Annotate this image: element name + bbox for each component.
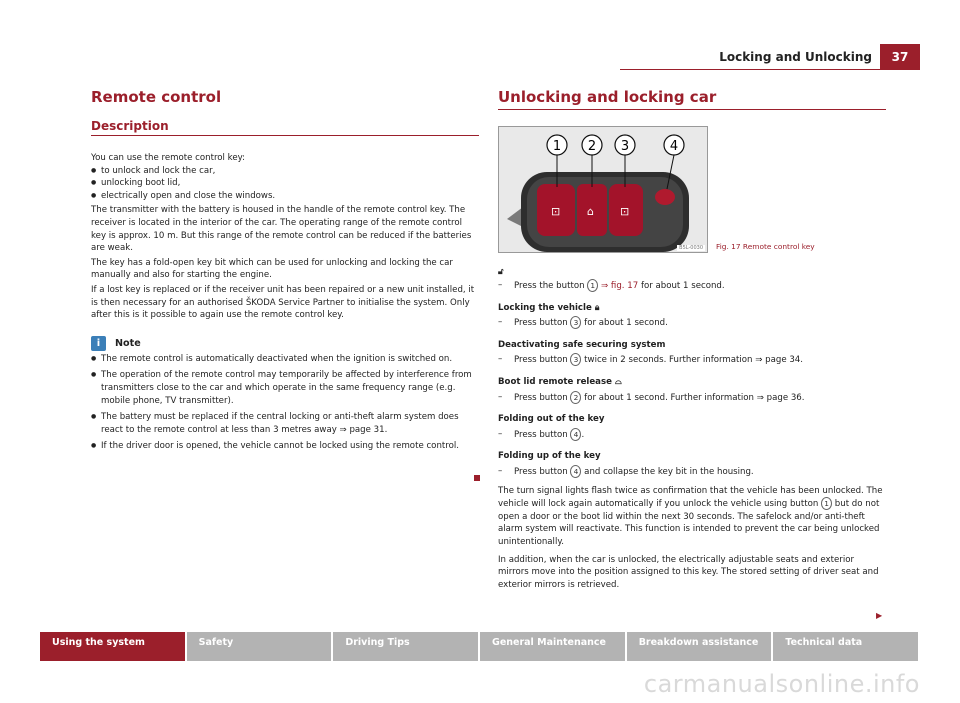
svg-text:3: 3 — [620, 139, 630, 154]
button-ref: 4 — [570, 465, 581, 478]
figure-caption: Fig. 17 Remote control key — [716, 242, 815, 251]
bottom-nav — [40, 632, 918, 661]
info-icon: i — [91, 336, 106, 351]
section-title: Unlocking and locking car — [498, 88, 717, 106]
nav-tab-breakdown-assistance[interactable]: Breakdown assistance — [627, 632, 772, 661]
button-ref: 1 — [821, 497, 832, 510]
left-column — [91, 88, 479, 457]
note-list — [91, 353, 479, 453]
intro-text: You can use the remote control key: — [91, 153, 245, 163]
list-item: ● to unlock and lock the car, — [91, 165, 479, 178]
lock-icon: 🔒︎ — [594, 302, 600, 313]
callout-1 — [547, 135, 567, 155]
nav-tab-using-the-system[interactable]: Using the system — [40, 632, 185, 661]
fold-button-icon — [655, 189, 675, 205]
right-column — [498, 88, 886, 596]
step-heading: Deactivating safe securing system — [498, 339, 666, 350]
right-paragraphs — [498, 485, 886, 592]
title-rule — [498, 109, 886, 110]
feature-list — [91, 165, 479, 203]
step: – Press the button 1 ⇒ fig. 17 for about 1 second. — [498, 280, 725, 291]
figure-id: B5L-0030 — [679, 245, 703, 251]
svg-text:⌂: ⌂ — [587, 205, 594, 218]
button-ref: 2 — [570, 391, 581, 404]
paragraph: The transmitter with the battery is housed in the handle of the remote control key. The receiver is located in the interior of the car. The operating range of the remote control key is approx. 10 m. But this range of the remote control can be reduced if the batteries are weak. — [91, 205, 472, 254]
callout-4 — [664, 135, 684, 155]
step: – Press button 4 and collapse the key bit in the housing. — [498, 465, 754, 477]
paragraph: The turn signal lights flash twice as confirmation that the vehicle has been unlocked. The vehicle will lock again automatically if you unlock the vehicle using button 1 but do not open a door or the boot lid within the next 30 seconds. The safelock and/or anti-theft alarm system will reactivate. This function is intended to prevent the car being unlocked unintentionally. — [498, 485, 883, 547]
step: – Press button 2 for about 1 second. Further information ⇒ page 36. — [498, 391, 805, 403]
step-heading: Folding up of the key — [498, 451, 601, 462]
paragraph: If a lost key is replaced or if the receiver unit has been repaired or a new unit installed, it is then necessary for an authorised ŠKODA Service Partner to initialise the system. Only after this is it possible to again use the remote control key. — [91, 284, 475, 321]
chapter-title: Locking and Unlocking — [719, 50, 872, 64]
figure-wrap — [498, 126, 886, 253]
step-heading: Folding out of the key — [498, 414, 605, 425]
svg-text:2: 2 — [587, 139, 597, 154]
step: – Press button 4 . — [498, 428, 585, 440]
nav-tab-technical-data[interactable]: Technical data — [773, 632, 918, 661]
list-item: ● The battery must be replaced if the central locking or anti-theft alarm system does react to the remote control at less than 3 metres away ⇒ page 31. — [91, 411, 479, 436]
note-header — [91, 336, 479, 351]
page-number: 37 — [880, 44, 920, 70]
subtitle-rule — [91, 135, 479, 136]
unlock-icon: 🔓︎ — [498, 267, 504, 277]
header-rule — [620, 69, 880, 70]
callout-3 — [615, 135, 635, 155]
svg-text:⊡: ⊡ — [620, 205, 630, 218]
button-ref: 3 — [570, 353, 581, 366]
section-title: Remote control — [91, 88, 222, 106]
step-heading: Locking the vehicle 🔒︎ — [498, 302, 600, 313]
svg-text:1: 1 — [552, 139, 562, 154]
paragraph: The key has a fold-open key bit which can be used for unlocking and locking the car manually and also for starting the engine. — [91, 257, 453, 281]
button-ref: 4 — [570, 428, 581, 441]
continue-arrow-icon: ▶ — [876, 611, 883, 620]
page-header — [719, 44, 920, 70]
svg-text:⊡: ⊡ — [551, 205, 561, 218]
figure-link[interactable]: ⇒ fig. 17 — [601, 281, 639, 291]
step: – Press button 3 for about 1 second. — [498, 317, 668, 329]
list-item: ● electrically open and close the windows. — [91, 190, 479, 203]
note-label: Note — [115, 337, 141, 349]
remote-key-figure — [498, 126, 708, 253]
section-end-mark — [474, 475, 480, 481]
list-item: ● The remote control is automatically deactivated when the ignition is switched on. — [91, 353, 479, 366]
steps — [498, 267, 886, 479]
boot-icon: ⌓ — [614, 376, 622, 387]
callout-2 — [582, 135, 602, 155]
paragraph: In addition, when the car is unlocked, the electrically adjustable seats and exterior mirrors move into the position assigned to this key. The stored setting of driver seat and exterior mirrors is retrieved. — [498, 554, 879, 590]
remote-key-illustration — [499, 127, 707, 252]
button-ref: 3 — [570, 316, 581, 329]
step-heading: Boot lid remote release ⌓ — [498, 376, 622, 387]
list-item: ● The operation of the remote control may temporarily be affected by interference from transmitters close to the car and which operate in the same frequency range (e.g. mobile phone, TV transmitter). — [91, 369, 479, 407]
list-item: ● If the driver door is opened, the vehicle cannot be locked using the remote control. — [91, 440, 479, 453]
list-item: ● unlocking boot lid, — [91, 177, 479, 190]
watermark: carmanualsonline.info — [643, 670, 920, 698]
nav-tab-driving-tips[interactable]: Driving Tips — [333, 632, 478, 661]
step: – Press button 3 twice in 2 seconds. Further information ⇒ page 34. — [498, 354, 804, 366]
nav-tab-safety[interactable]: Safety — [187, 632, 332, 661]
svg-text:4: 4 — [669, 139, 679, 154]
button-ref: 1 — [587, 279, 598, 292]
section-subtitle: Description — [91, 119, 169, 133]
nav-tab-general-maintenance[interactable]: General Maintenance — [480, 632, 625, 661]
